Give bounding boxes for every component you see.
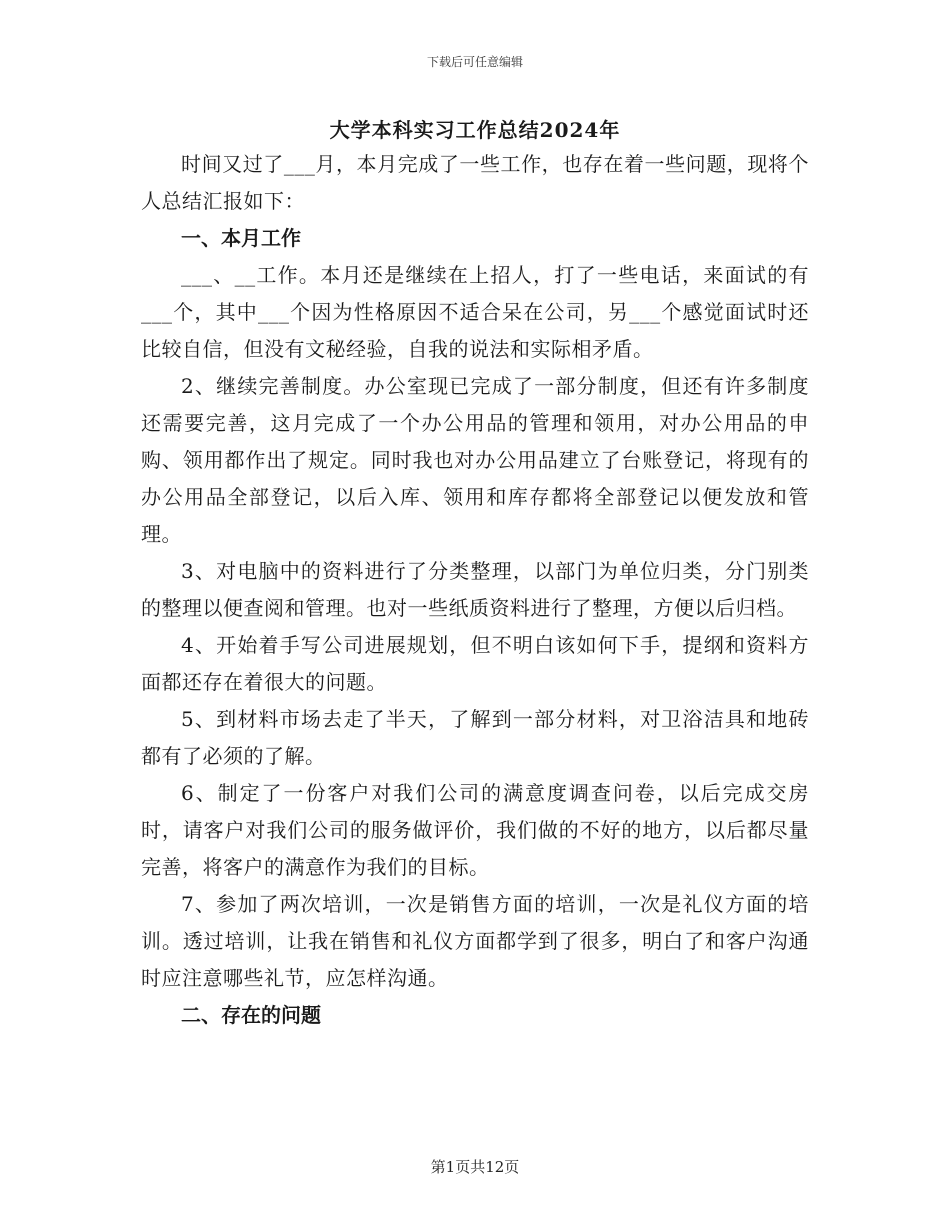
work-item-1: ___、__工作。本月还是继续在上招人，打了一些电话，来面试的有___个，其中___个因为性格原因不适合呆在公司，另___个感觉面试时还比较自信，但没有文秘经验，自我的说法和实际相矛盾。	[141, 263, 809, 361]
intro-paragraph: 时间又过了___月，本月完成了一些工作，也存在着一些问题，现将个人总结汇报如下：	[141, 152, 809, 213]
work-item-6: 6、制定了一份客户对我们公司的满意度调查问卷，以后完成交房时，请客户对我们公司的服务做评价，我们做的不好的地方，以后都尽量完善，将客户的满意作为我们的目标。	[141, 781, 809, 879]
document-title: 大学本科实习工作总结2024年	[329, 118, 621, 142]
document-body	[141, 146, 809, 1034]
work-item-2: 2、继续完善制度。办公室现已完成了一部分制度，但还有许多制度还需要完善，这月完成了一个办公用品的管理和领用，对办公用品的申购、领用都作出了规定。同时我也对办公用品建立了台账登记，将现有的办公用品全部登记，以后入库、领用和库存都将全部登记以便发放和管理。	[141, 374, 809, 546]
work-item-4: 4、开始着手写公司进展规划，但不明白该如何下手，提纲和资料方面都还存在着很大的问题。	[141, 633, 809, 694]
page-footer: 第1页共12页	[430, 1158, 520, 1176]
work-item-3: 3、对电脑中的资料进行了分类整理，以部门为单位归类，分门别类的整理以便查阅和管理。也对一些纸质资料进行了整理，方便以后归档。	[141, 559, 809, 620]
section-heading-work: 一、本月工作	[181, 226, 301, 250]
section-heading-problems: 二、存在的问题	[181, 1003, 321, 1027]
work-item-7: 7、参加了两次培训，一次是销售方面的培训，一次是礼仪方面的培训。透过培训，让我在销售和礼仪方面都学到了很多，明白了和客户沟通时应注意哪些礼节，应怎样沟通。	[141, 892, 809, 990]
work-item-5: 5、到材料市场去走了半天，了解到一部分材料，对卫浴洁具和地砖都有了必须的了解。	[141, 707, 809, 768]
header-note: 下载后可任意编辑	[426, 55, 523, 69]
